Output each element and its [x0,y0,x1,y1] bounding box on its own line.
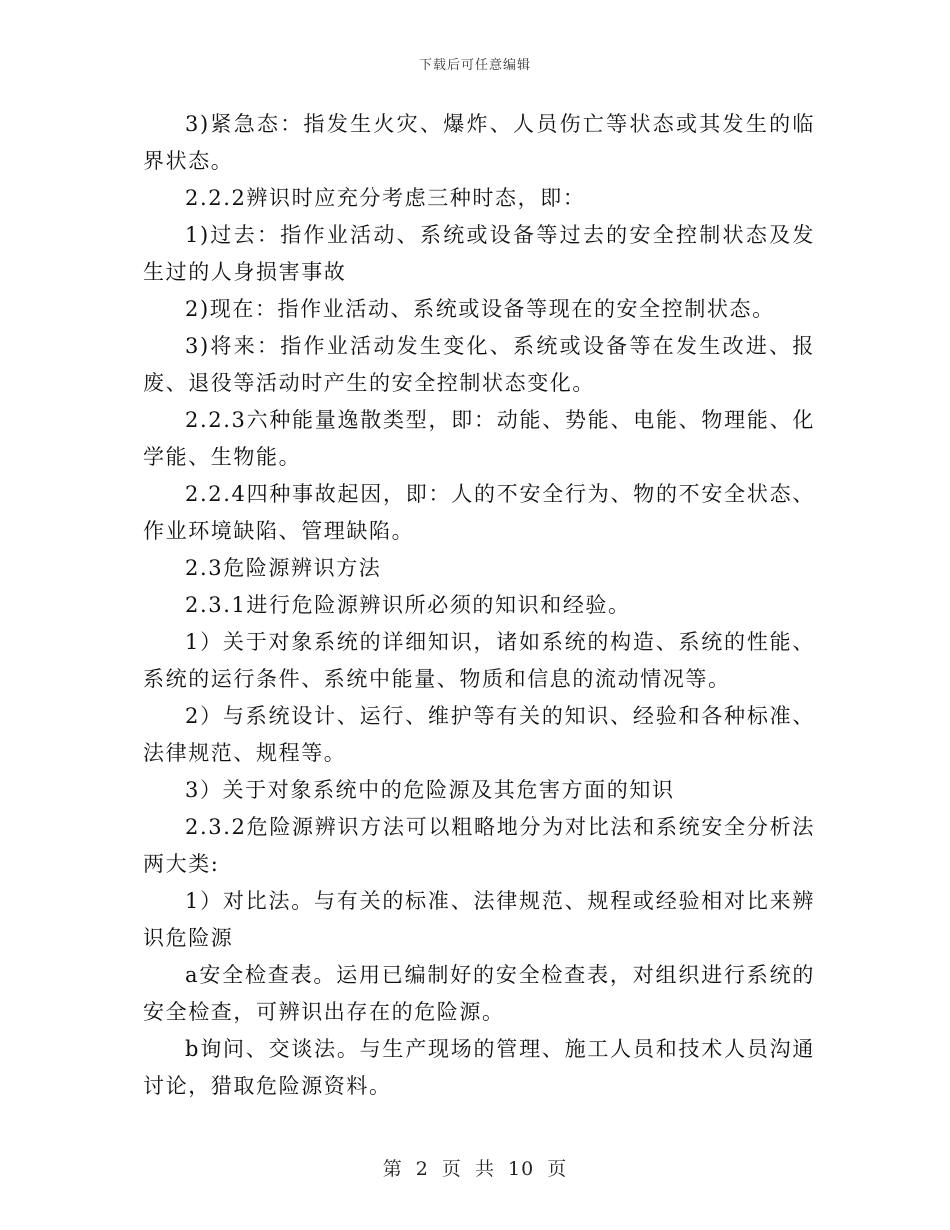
paragraph-15: a安全检查表。运用已编制好的安全检查表，对组织进行系统的安全检查，可辨识出存在的危险源。 [143,963,815,1024]
paragraph-14: 1）对比法。与有关的标准、法律规范、规程或经验相对比来辨识危险源 [143,889,815,950]
paragraph-11: 2）与系统设计、运行、维护等有关的知识、经验和各种标准、法律规范、规程等。 [143,704,815,765]
paragraph-9: 2.3.1进行危险源辨识所必须的知识和经验。 [185,593,631,617]
page-header: 下载后可任意编辑 [418,58,531,73]
paragraph-2: 2.2.2辨识时应充分考虑三种时态，即： [185,186,586,210]
page-number-footer: 第 2 页 共 10 页 [382,1158,568,1180]
paragraph-10: 1）关于对象系统的详细知识，诸如系统的构造、系统的性能、系统的运行条件、系统中能量、物质和信息的流动情况等。 [143,630,815,691]
paragraph-1: 3)紧急态：指发生火灾、爆炸、人员伤亡等状态或其发生的临界状态。 [143,112,815,173]
paragraph-6: 2.2.3六种能量逸散类型，即：动能、势能、电能、物理能、化学能、生物能。 [143,408,815,469]
paragraph-12: 3）关于对象系统中的危险源及其危害方面的知识 [185,778,675,802]
document-body [143,106,815,1105]
section-heading-2-3: 2.3危险源辨识方法 [185,556,382,580]
paragraph-5: 3)将来：指作业活动发生变化、系统或设备等在发生改进、报废、退役等活动时产生的安全控制状态变化。 [143,334,815,395]
paragraph-16: b询问、交谈法。与生产现场的管理、施工人员和技术人员沟通讨论，猎取危险源资料。 [143,1037,815,1098]
paragraph-13: 2.3.2危险源辨识方法可以粗略地分为对比法和系统安全分析法两大类: [143,815,815,876]
paragraph-4: 2)现在：指作业活动、系统或设备等现在的安全控制状态。 [185,297,775,321]
paragraph-7: 2.2.4四种事故起因，即：人的不安全行为、物的不安全状态、作业环境缺陷、管理缺陷。 [143,482,815,543]
paragraph-3: 1)过去：指作业活动、系统或设备等过去的安全控制状态及发生过的人身损害事故 [143,223,815,284]
